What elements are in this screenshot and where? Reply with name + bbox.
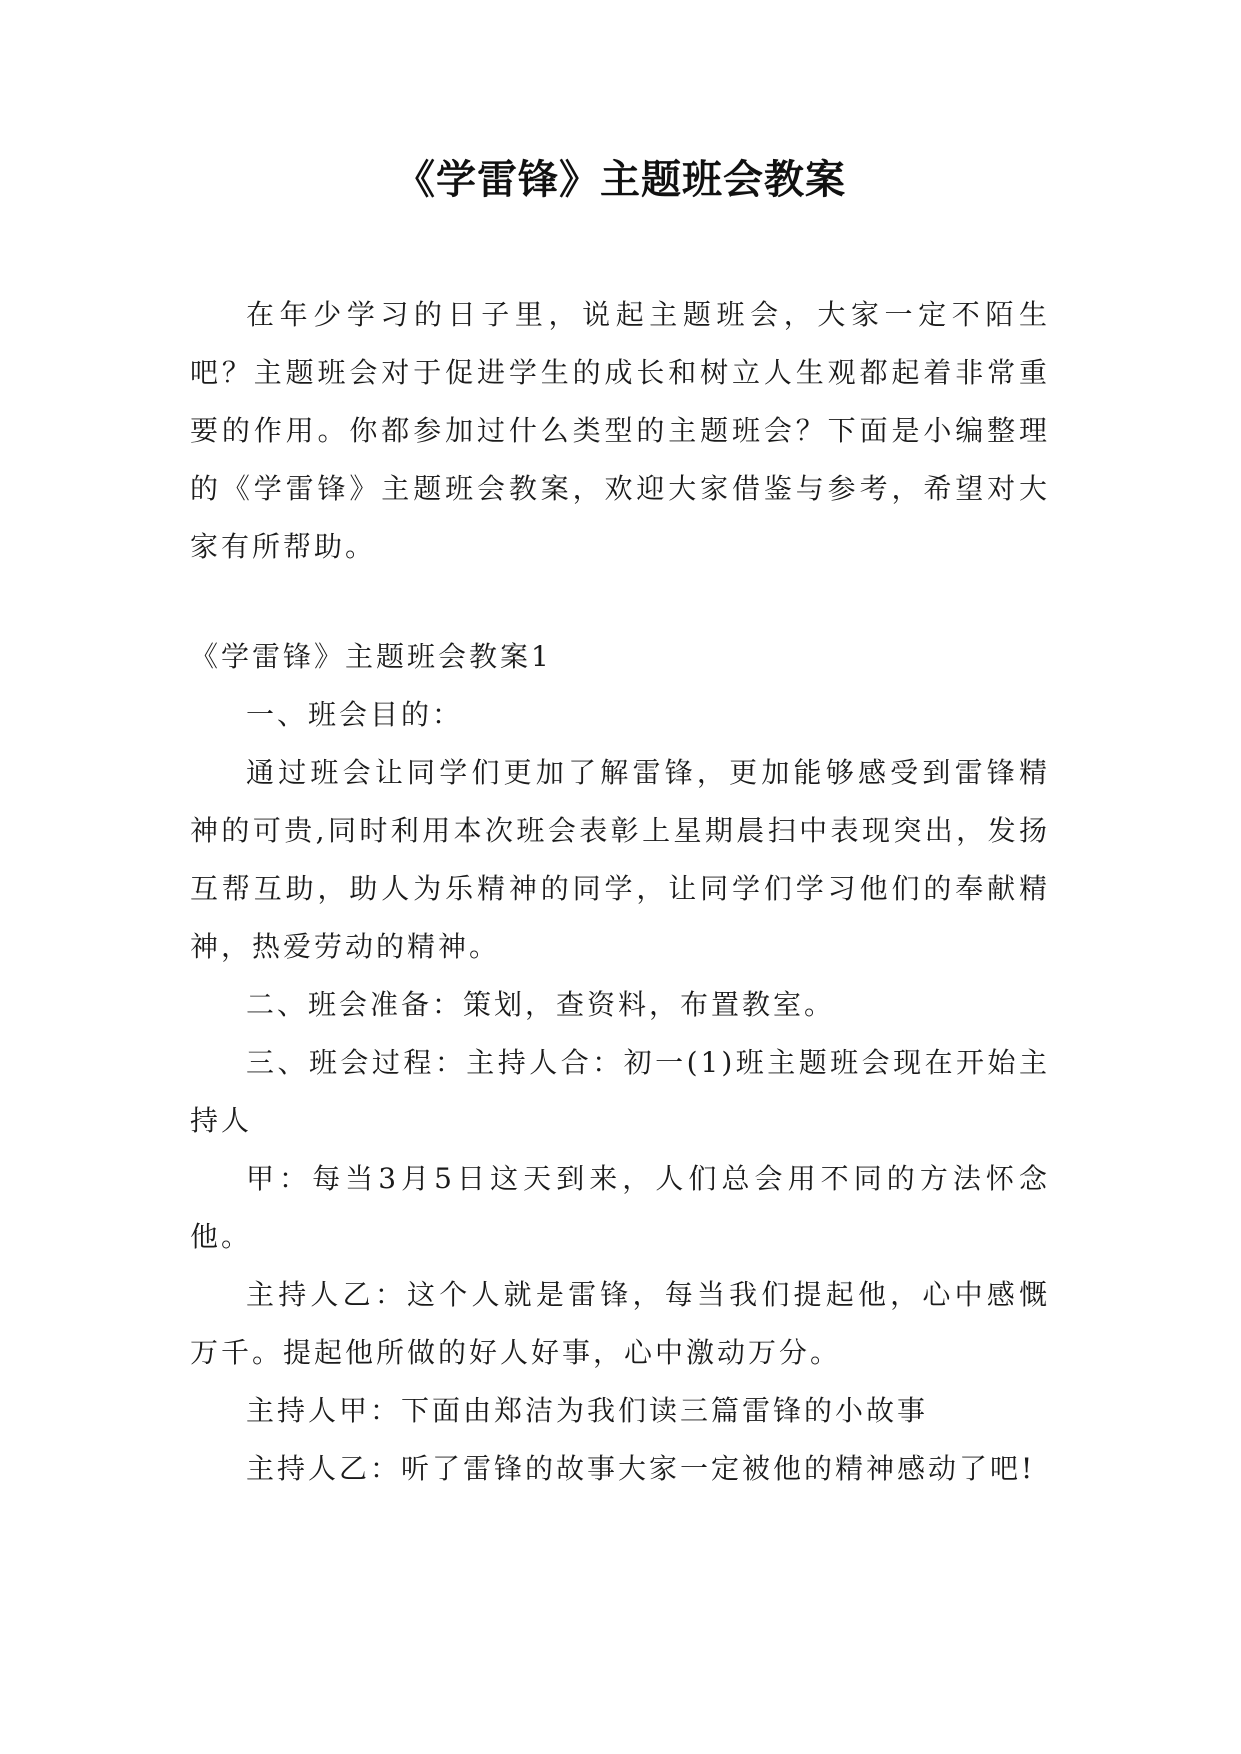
paragraph-purpose-heading: 一、班会目的：: [246, 698, 464, 731]
paragraph-host-a-1: 甲：每当3月5日这天到来，人们总会用不同的方法怀念他。: [190, 1162, 1050, 1253]
paragraph-host-b-1: 主持人乙：这个人就是雷锋，每当我们提起他，心中感慨万千。提起他所做的好人好事，心中激动万分。: [190, 1278, 1050, 1369]
section-heading: 《学雷锋》主题班会教案1: [190, 640, 552, 673]
intro-block: [190, 286, 1050, 576]
intro-paragraph: 在年少学习的日子里，说起主题班会，大家一定不陌生吧？主题班会对于促进学生的成长和树立人生观都起着非常重要的作用。你都参加过什么类型的主题班会？下面是小编整理的《学雷锋》主题班会教案，欢迎大家借鉴与参考，希望对大家有所帮助。: [190, 298, 1050, 563]
lesson-plan-section: [190, 628, 1050, 1498]
paragraph-host-a-2: 主持人甲：下面由郑洁为我们读三篇雷锋的小故事: [246, 1394, 929, 1427]
paragraph-purpose-body: 通过班会让同学们更加了解雷锋，更加能够感受到雷锋精神的可贵,同时利用本次班会表彰上星期晨扫中表现突出，发扬互帮互助，助人为乐精神的同学，让同学们学习他们的奉献精神，热爱劳动的精神。: [190, 756, 1050, 963]
paragraph-preparation: 二、班会准备：策划，查资料，布置教室。: [246, 988, 836, 1021]
paragraph-process: 三、班会过程：主持人合：初一(1)班主题班会现在开始主持人: [190, 1046, 1050, 1137]
paragraph-host-b-2: 主持人乙：听了雷锋的故事大家一定被他的精神感动了吧!: [246, 1452, 1036, 1485]
document-title: 《学雷锋》主题班会教案: [395, 157, 846, 203]
